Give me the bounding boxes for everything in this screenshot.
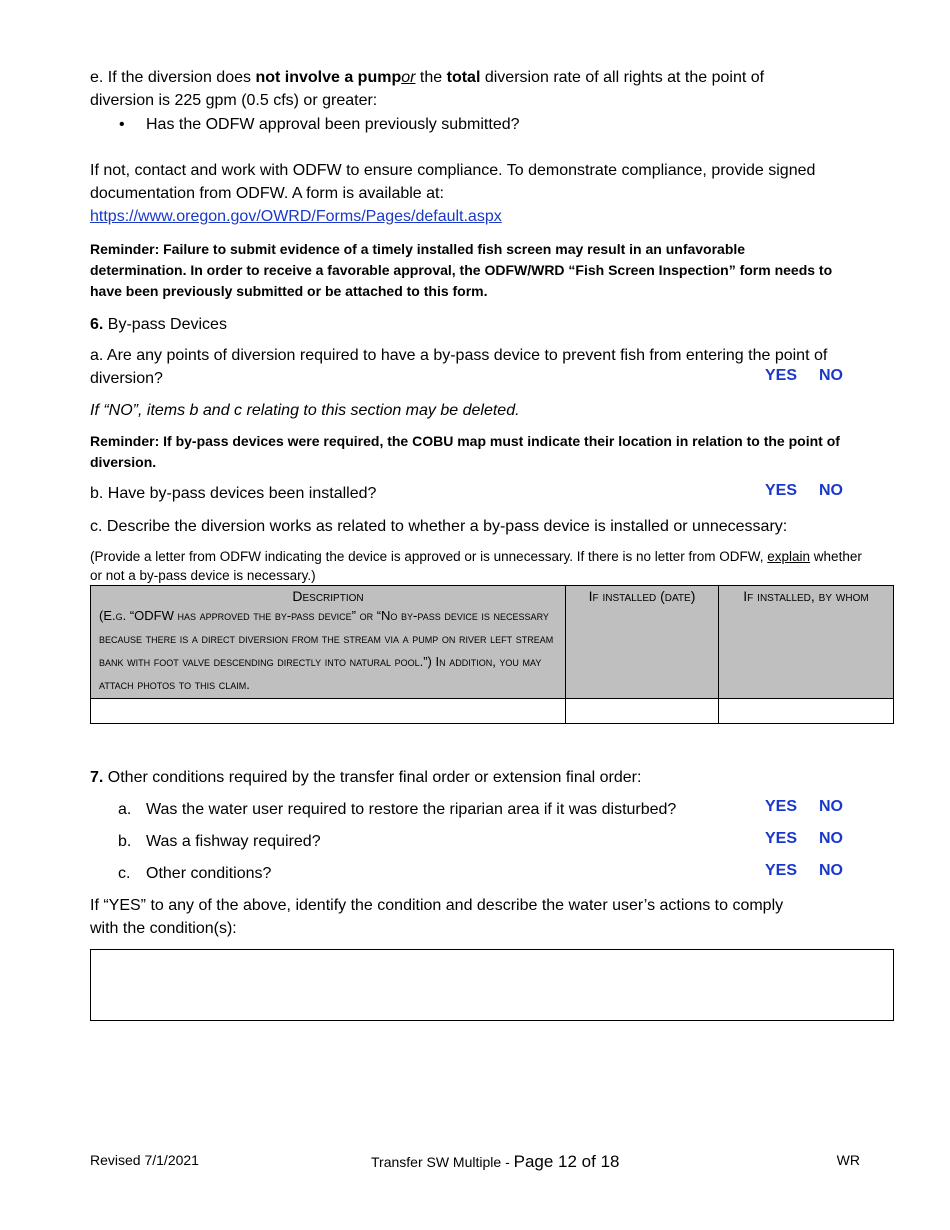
question-7a: a. Was the water user required to restore the riparian area if it was disturbed? xyxy=(118,801,677,818)
table-row xyxy=(91,699,894,724)
yes-no-6a xyxy=(743,367,843,385)
yes-no-7c xyxy=(743,862,843,880)
conditions-followup: If “YES” to any of the above, identify the condition and describe the water user’s actions to comply with the condition(s): xyxy=(90,897,784,937)
section-e-text: e. If the diversion does not involve a pumpor the total diversion rate of all rights at the point of diversion is 225 gpm (0.5 cfs) or greater: xyxy=(90,69,765,109)
odfw-approval-question: • Has the ODFW approval been previously submitted? xyxy=(146,113,895,136)
description-header: Description xyxy=(292,588,364,604)
installed-date-cell[interactable] xyxy=(566,699,719,724)
yes-option[interactable]: YES xyxy=(764,798,797,815)
yes-option[interactable]: YES xyxy=(764,367,797,384)
form-code: WR xyxy=(836,1152,860,1168)
question-7b: b. Was a fishway required? xyxy=(118,833,321,850)
page-number: Page 12 of 18 xyxy=(513,1152,620,1171)
bypass-reminder: Reminder: If by-pass devices were required, the COBU map must indicate their location in relation to the point of diversion. xyxy=(90,433,840,470)
bypass-description-table xyxy=(90,585,894,724)
section-6-note: If “NO”, items b and c relating to this section may be deleted. xyxy=(90,402,520,419)
no-option[interactable]: NO xyxy=(819,798,843,815)
yes-no-6b xyxy=(743,482,843,500)
question-6c: c. Describe the diversion works as related to whether a by-pass device is installed or unnecessary: xyxy=(90,518,788,535)
odfw-contact-paragraph: If not, contact and work with ODFW to ensure compliance. To demonstrate compliance, provide signed documentation from ODFW. A form is available at: https://www.oregon.gov/OWRD/Forms/Pages/default.aspx xyxy=(90,162,816,225)
question-6b: b. Have by-pass devices been installed? xyxy=(90,485,377,502)
installed-by-cell[interactable] xyxy=(719,699,894,724)
installed-date-header: If installed (date) xyxy=(566,586,719,699)
installed-by-header: If installed, by whom xyxy=(719,586,894,699)
conditions-text-box[interactable] xyxy=(90,949,894,1021)
no-option[interactable]: NO xyxy=(819,830,843,847)
bypass-instructions: (Provide a letter from ODFW indicating the device is approved or is unnecessary. If there is no letter from ODFW, explain whether or not a by-pass device is necessary.) xyxy=(90,549,862,583)
document-page xyxy=(90,0,895,1230)
page-footer xyxy=(90,1152,895,1171)
yes-option[interactable]: YES xyxy=(764,830,797,847)
revised-date: Revised 7/1/2021 xyxy=(90,1152,199,1168)
table-header-row xyxy=(91,586,894,699)
description-header-cell xyxy=(91,586,566,699)
description-cell[interactable] xyxy=(91,699,566,724)
question-6a: a. Are any points of diversion required to have a by-pass device to prevent fish from entering the point of diversion? xyxy=(90,347,828,387)
no-option[interactable]: NO xyxy=(819,482,843,499)
yes-option[interactable]: YES xyxy=(764,862,797,879)
section-7-heading: 7. Other conditions required by the transfer final order or extension final order: xyxy=(90,769,642,786)
forms-link[interactable]: https://www.oregon.gov/OWRD/Forms/Pages/default.aspx xyxy=(90,208,502,225)
no-option[interactable]: NO xyxy=(819,367,843,384)
odfw-bullet-list xyxy=(90,113,895,136)
section-6-heading: 6. By-pass Devices xyxy=(90,316,227,333)
yes-option[interactable]: YES xyxy=(764,482,797,499)
question-7c: c. Other conditions? xyxy=(118,865,272,882)
yes-no-7a xyxy=(743,798,843,816)
yes-no-7b xyxy=(743,830,843,848)
fish-screen-reminder: Reminder: Failure to submit evidence of a timely installed fish screen may result in an unfavorable determination. In order to receive a favorable approval, the ODFW/WRD “Fish Screen Inspection” form needs to have been previously submitted or be attached to this form. xyxy=(90,241,833,299)
no-option[interactable]: NO xyxy=(819,862,843,879)
description-example: (E.g. “ODFW has approved the by-pass device” or “No by-pass device is necessary because there is a direct diversion from the stream via a pump on river left stream bank with foot valve descending directly into natural pool.”) In addition, you may attach photos to this claim. xyxy=(99,608,554,692)
form-title: Transfer SW Multiple - Page 12 of 18 xyxy=(371,1152,620,1171)
